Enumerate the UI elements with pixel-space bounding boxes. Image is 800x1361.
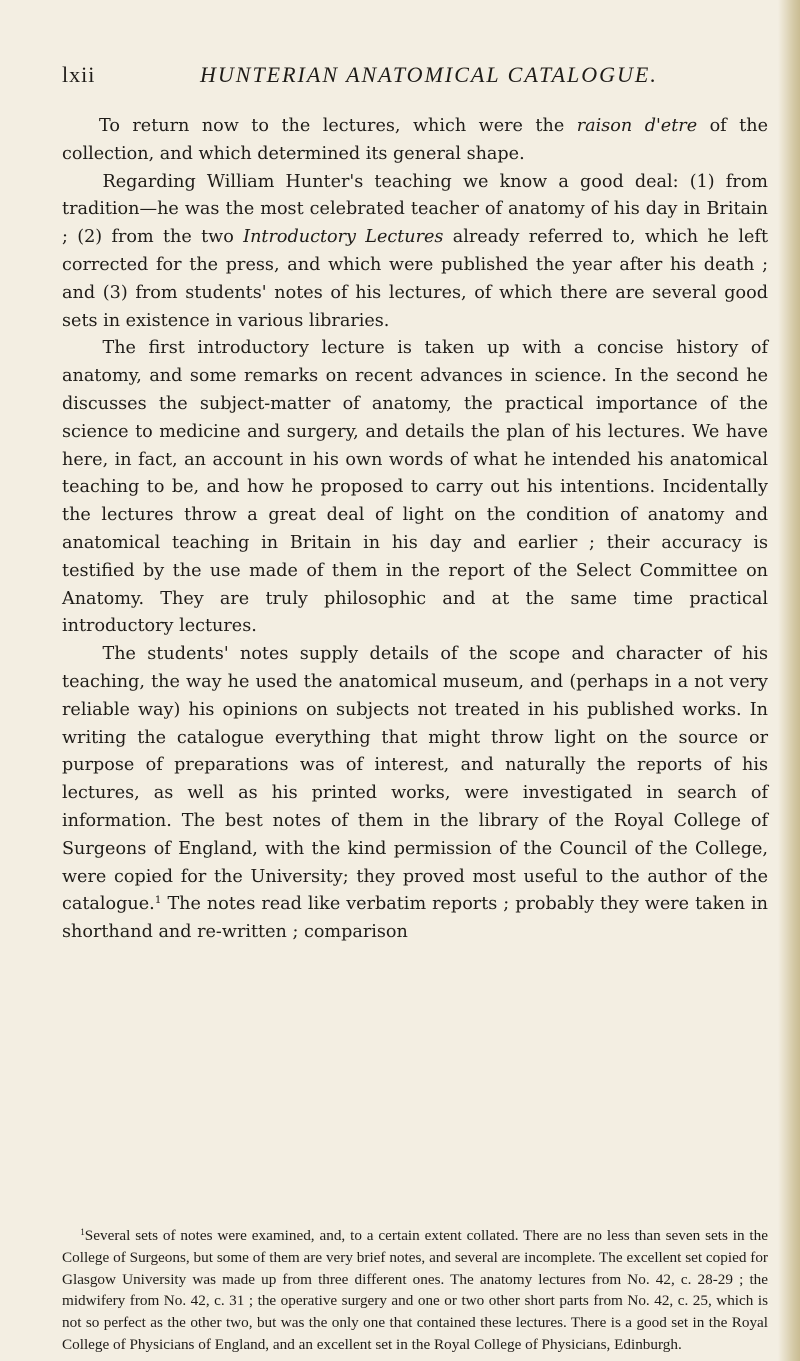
paragraph-4-text-b: The notes read like verbatim reports ; probably they were taken in shorthand and re-written ; comparison (62, 894, 768, 943)
page-number: lxii (62, 62, 96, 87)
paragraph-4 (62, 641, 768, 947)
paragraph-1-italic: raison d'etre (576, 116, 698, 136)
paragraph-1 (62, 113, 768, 169)
footnote-1 (62, 1225, 768, 1356)
footnote-marker: 1 (80, 1226, 85, 1237)
page-edge-shadow (778, 0, 800, 1361)
footnote-1-text: Several sets of notes were examined, and, to a certain extent collated. There are no less than seven sets in the College of Surgeons, but some of them are very brief notes, and several are incomplete. The excellent set copied for Glasgow University was made up from three different ones. The anatomy lectures from No. 42, c. 28-29 ; the midwifery from No. 42, c. 31 ; the operative surgery and one or two other short parts from No. 42, c. 25, which is not so perfect as the other two, but was the only one that contained these lectures. There is a good set in the Royal College of Physicians of England, and an excellent set in the Royal College of Physicians, Edinburgh. (62, 1227, 768, 1353)
running-title: HUNTERIAN ANATOMICAL CATALOGUE. (200, 62, 658, 87)
footnote-reference: 1 (154, 894, 162, 907)
footnotes (62, 1225, 768, 1356)
paragraph-3: The first introductory lecture is taken up with a concise history of anatomy, and some remarks on recent advances in science. In the second he discusses the subject-matter of anatomy, the practical importance of the science to medicine and surgery, and details the plan of his lectures. We have here, in fact, an account in his own words of what he intended his anatomical teaching to be, and how he proposed to carry out his intentions. Incidentally the lectures throw a great deal of light on the condition of anatomy and anatomical teaching in Britain in his day and earlier ; their accuracy is testified by the use made of them in the report of the Select Committee on Anatomy. They are truly philosophic and at the same time practical introductory lectures. (62, 338, 768, 637)
paragraph-2-text-b: already referred to, which he left corrected for the press, and which were published the year after his death ; and (3) from students' notes of his lectures, of which there are several good sets in existence in various libraries. (62, 227, 769, 331)
paragraph-2-text-a: Regarding William Hunter's teaching we know a good deal: (1) from tradition—he was the most celebrated teacher of anatomy of his day in Britain ; (2) from the two (62, 171, 768, 248)
page-header (62, 62, 762, 92)
paragraph-2 (62, 169, 768, 336)
paragraph-1-text-a: To return now to the lectures, which were the (98, 116, 577, 136)
book-page (62, 0, 772, 1361)
paragraph-1-text-b: of the collection, and which determined its general shape. (62, 116, 768, 164)
paragraph-2-italic: Introductory Lectures (243, 227, 444, 248)
body-text (62, 113, 768, 947)
paragraph-4-text-a: The students' notes supply details of the scope and character of his teaching, the way he used the anatomical museum, and (perhaps in a not very reliable way) his opinions on subjects not treated in his published works. In writing the catalogue everything that might throw light on the source or purpose of preparations was of interest, and naturally the reports of his lectures, as well as his printed works, were investigated in search of information. The best notes of them in the library of the Royal College of Surgeons of England, with the kind permission of the Council of the College, were copied for the University; they proved most useful to the author of the catalogue. (62, 644, 768, 915)
